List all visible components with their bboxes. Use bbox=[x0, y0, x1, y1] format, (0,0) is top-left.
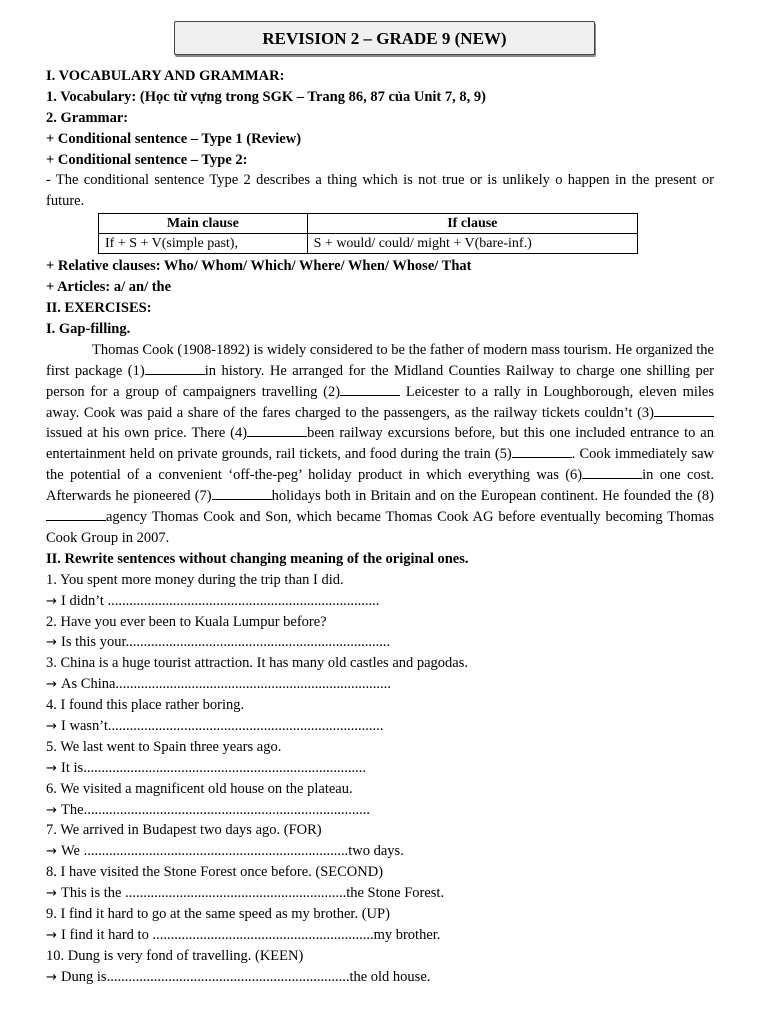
arrow-right-icon: → bbox=[46, 635, 62, 651]
passage-segment: issued at his own price. There (4) bbox=[46, 425, 248, 442]
table-cell-main-clause: If + S + V(simple past), bbox=[99, 234, 308, 254]
passage-segment: in history. He arranged for the Midland Counties Railway to charge one shilling per person for a group of campaigners travelling (2) bbox=[46, 362, 715, 400]
answer-dotted-blank[interactable]: .............................................................................. bbox=[83, 759, 366, 776]
answer-dotted-blank[interactable]: ........................................................................... bbox=[107, 592, 380, 609]
answer-dotted-blank[interactable]: ............................................................. bbox=[152, 926, 374, 943]
conditional-type2: + Conditional sentence – Type 2: bbox=[46, 151, 248, 168]
answer-start: It is bbox=[61, 759, 84, 776]
answer-dotted-blank[interactable]: ............................................................................... bbox=[83, 801, 370, 818]
relative-clauses: + Relative clauses: Who/ Whom/ Which/ Where/ When/ Whose/ That bbox=[46, 258, 472, 275]
passage-segment: . Cook immediately saw the potential of a convenient ‘off-the-peg’ holiday product in which everything was (6) bbox=[46, 446, 714, 484]
rewrite-answer-line[interactable] bbox=[46, 632, 714, 653]
exercises-heading: II. EXERCISES: bbox=[46, 300, 152, 317]
table-header-main-clause: Main clause bbox=[99, 214, 308, 234]
conditional-table bbox=[98, 213, 638, 254]
rewrite-question: 2. Have you ever been to Kuala Lumpur before? bbox=[46, 613, 327, 630]
answer-dotted-blank[interactable]: ......................................................................... bbox=[125, 634, 391, 651]
arrow-right-icon: → bbox=[46, 927, 62, 943]
rewrite-answer-line[interactable] bbox=[46, 591, 714, 612]
rewrite-question: 8. I have visited the Stone Forest once before. (SECOND) bbox=[46, 864, 384, 881]
rewrite-question: 3. China is a huge tourist attraction. It has many old castles and pagodas. bbox=[46, 655, 469, 672]
passage-segment: Leicester to a rally in Loughborough, eleven miles away. Cook was paid a share of the fares charged to the passengers, as the railway tickets couldn’t (3) bbox=[46, 383, 714, 421]
rewrite-question: 4. I found this place rather boring. bbox=[46, 697, 245, 714]
answer-start: Dung is bbox=[61, 968, 107, 985]
gap-blank-6[interactable] bbox=[582, 466, 642, 479]
answer-start: I didn’t bbox=[61, 592, 108, 609]
answer-dotted-blank[interactable]: ......................................................................... bbox=[83, 843, 349, 860]
section-heading-vocab-grammar: I. VOCABULARY AND GRAMMAR: bbox=[46, 68, 285, 84]
rewrite-answer-line[interactable] bbox=[46, 758, 714, 779]
table-cell-if-clause: S + would/ could/ might + V(bare-inf.) bbox=[307, 234, 637, 254]
articles: + Articles: a/ an/ the bbox=[46, 279, 172, 296]
answer-end: two days. bbox=[348, 843, 404, 860]
arrow-right-icon: → bbox=[46, 844, 62, 860]
gap-blank-5[interactable] bbox=[512, 445, 572, 458]
rewrite-question: 7. We arrived in Budapest two days ago. (FOR) bbox=[46, 822, 322, 839]
passage-segment: agency Thomas Cook and Son, which became Thomas Cook AG before eventually becoming Thomas Cook Group in 2007. bbox=[46, 509, 714, 546]
passage-segment: been railway excursions before, but this one included entrance to an entertainment held on private grounds, rail tickets, and food during the train (5) bbox=[46, 425, 714, 463]
answer-dotted-blank[interactable]: ................................................................... bbox=[106, 968, 350, 985]
passage-segment: in one cost. Afterwards he pioneered (7) bbox=[46, 467, 714, 505]
answer-end: the Stone Forest. bbox=[346, 885, 445, 902]
passage-segment: Thomas Cook (1908-1892) is widely considered to be the father of modern mass tourism. He organized the first package (1) bbox=[46, 341, 714, 379]
conditional-type2-description: - The conditional sentence Type 2 describes a thing which is not true or is unlikely o happen in the present or future. bbox=[46, 172, 714, 210]
arrow-right-icon: → bbox=[46, 802, 62, 818]
page-title: REVISION 2 – GRADE 9 (NEW) bbox=[174, 21, 595, 55]
gap-filling-heading: I. Gap-filling. bbox=[46, 320, 131, 337]
arrow-right-icon: → bbox=[46, 677, 62, 693]
gap-blank-2[interactable] bbox=[340, 383, 400, 396]
gap-blank-7[interactable] bbox=[212, 487, 272, 500]
rewrite-answer-line[interactable] bbox=[46, 925, 714, 946]
rewrite-heading: II. Rewrite sentences without changing meaning of the original ones. bbox=[46, 550, 469, 567]
rewrite-items bbox=[46, 570, 714, 988]
answer-start: As China bbox=[61, 676, 116, 693]
answer-start: Is this your bbox=[61, 634, 126, 651]
worksheet-content bbox=[46, 66, 714, 988]
arrow-right-icon: → bbox=[46, 760, 62, 776]
rewrite-question: 1. You spent more money during the trip than I did. bbox=[46, 571, 344, 588]
answer-end: the old house. bbox=[349, 968, 431, 985]
answer-start: We bbox=[61, 843, 84, 860]
answer-dotted-blank[interactable]: ............................................................................ bbox=[107, 718, 384, 735]
answer-start: I wasn’t bbox=[61, 718, 108, 735]
vocabulary-line: 1. Vocabulary: (Học từ vựng trong SGK – Trang 86, 87 của Unit 7, 8, 9) bbox=[46, 88, 486, 105]
rewrite-answer-line[interactable] bbox=[46, 967, 714, 988]
rewrite-question: 10. Dung is very fond of travelling. (KEEN) bbox=[46, 947, 304, 964]
conditional-type1: + Conditional sentence – Type 1 (Review) bbox=[46, 130, 302, 147]
rewrite-question: 5. We last went to Spain three years ago. bbox=[46, 738, 282, 755]
grammar-heading: 2. Grammar: bbox=[46, 109, 129, 126]
gap-blank-1[interactable] bbox=[145, 362, 205, 375]
arrow-right-icon: → bbox=[46, 719, 62, 735]
rewrite-answer-line[interactable] bbox=[46, 800, 714, 821]
arrow-right-icon: → bbox=[46, 886, 62, 902]
rewrite-answer-line[interactable] bbox=[46, 674, 714, 695]
arrow-right-icon: → bbox=[46, 969, 62, 985]
rewrite-answer-line[interactable] bbox=[46, 841, 714, 862]
passage-segment: holidays both in Britain and on the European continent. He founded the (8) bbox=[271, 488, 714, 505]
answer-start: The bbox=[61, 801, 84, 818]
rewrite-answer-line[interactable] bbox=[46, 883, 714, 904]
gap-blank-8[interactable] bbox=[46, 508, 106, 521]
rewrite-question: 9. I find it hard to go at the same speed as my brother. (UP) bbox=[46, 906, 390, 923]
rewrite-question: 6. We visited a magnificent old house on the plateau. bbox=[46, 780, 353, 797]
arrow-right-icon: → bbox=[46, 593, 62, 609]
answer-dotted-blank[interactable]: ............................................................................ bbox=[115, 676, 391, 693]
answer-start: This is the bbox=[61, 885, 126, 902]
rewrite-answer-line[interactable] bbox=[46, 716, 714, 737]
gap-blank-3[interactable] bbox=[654, 404, 714, 417]
answer-end: my brother. bbox=[373, 926, 441, 943]
gap-blank-4[interactable] bbox=[247, 424, 307, 437]
answer-dotted-blank[interactable]: ............................................................. bbox=[125, 885, 347, 902]
table-header-if-clause: If clause bbox=[307, 214, 637, 234]
gap-filling-passage bbox=[46, 340, 714, 549]
answer-start: I find it hard to bbox=[61, 926, 153, 943]
